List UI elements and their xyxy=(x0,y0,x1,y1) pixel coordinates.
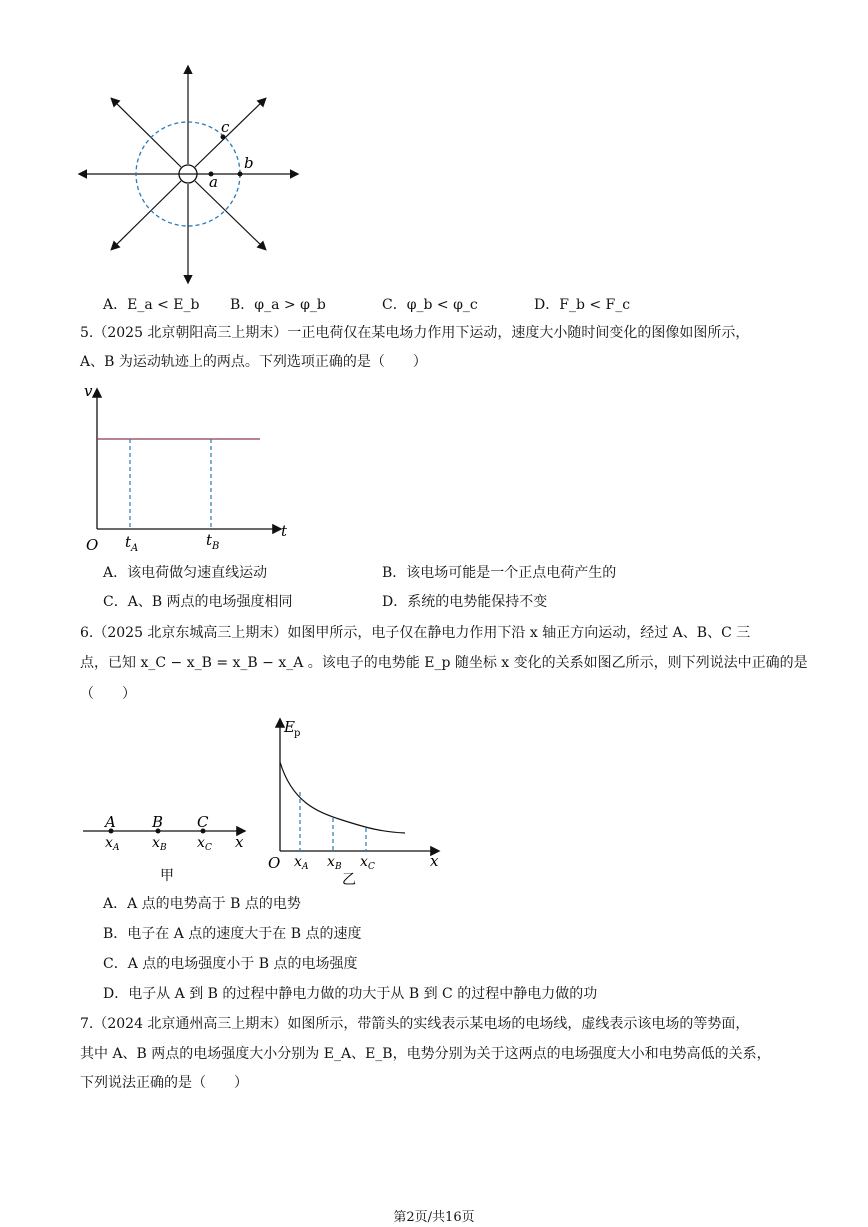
label-c: c xyxy=(221,118,230,136)
yi-xC-sub: C xyxy=(368,862,375,872)
tick-tB-sub: B xyxy=(212,541,220,552)
q6-stem-line2: 点，已知 x_C − x_B = x_B − x_A 。该电子的电势能 E_p 随坐标 x 变化的关系如图乙所示，则下列说法中正确的是 xyxy=(80,655,808,671)
yi-xB: x xyxy=(327,854,335,870)
yi-xA: x xyxy=(294,854,302,870)
q6-stem-line1: 6.（2025 北京东城高三上期末）如图甲所示，电子仅在静电力作用下沿 x 轴正方向运动，经过 A、B、C 三 xyxy=(80,625,751,641)
tick-tB: t xyxy=(206,531,213,549)
yi-Ep-label: E xyxy=(284,718,295,736)
yi-Ep-sub: p xyxy=(294,728,301,739)
label-a: a xyxy=(209,173,218,191)
jia-xC-sub: C xyxy=(205,843,212,853)
jia-caption: 甲 xyxy=(160,868,174,884)
q6-option-b: B．电子在 A 点的速度大于在 B 点的速度 xyxy=(103,926,362,942)
yi-xA-sub: A xyxy=(302,862,309,872)
q6-option-c: C．A 点的电场强度小于 B 点的电场强度 xyxy=(103,956,358,972)
jia-point-B: B xyxy=(152,813,164,831)
q6-figure-yi xyxy=(262,712,452,887)
tick-tA-sub: A xyxy=(131,543,139,554)
graph-t-label: t xyxy=(281,522,288,540)
q6-stem-line3: （ ） xyxy=(80,686,136,702)
q5-stem-line2: A、B 为运动轨迹上的两点。下列选项正确的是（ ） xyxy=(80,354,427,370)
jia-xB: x xyxy=(152,835,160,851)
q5-option-d: D．系统的电势能保持不变 xyxy=(382,594,548,610)
q4-option-c: C．φ_b < φ_c xyxy=(382,297,478,313)
graph-v-label: v xyxy=(84,382,93,400)
q5-stem-line1: 5.（2025 北京朝阳高三上期末）一正电荷仅在某电场力作用下运动，速度大小随时间变化的图像如图所示， xyxy=(80,325,750,341)
page-footer: 第2页/共16页 xyxy=(393,1210,475,1225)
graph-origin: O xyxy=(86,536,99,554)
q5-option-a: A．该电荷做匀速直线运动 xyxy=(103,565,268,581)
q4-option-b: B．φ_a > φ_b xyxy=(230,297,326,313)
yi-axis-x: x xyxy=(430,852,439,870)
yi-xB-sub: B xyxy=(335,862,342,872)
jia-xA: x xyxy=(105,835,113,851)
q6-option-d: D．电子从 A 到 B 的过程中静电力做的功大于从 B 到 C 的过程中静电力做的功 xyxy=(103,986,598,1002)
field-lines-figure xyxy=(75,62,305,287)
q7-stem-line3: 下列说法正确的是（ ） xyxy=(80,1075,248,1091)
q5-velocity-graph xyxy=(78,380,298,555)
q7-stem-line1: 7.（2024 北京通州高三上期末）如图所示，带箭头的实线表示某电场的电场线，虚线表示该电场的等势面， xyxy=(80,1016,750,1032)
q5-option-b: B．该电场可能是一个正点电荷产生的 xyxy=(382,565,617,581)
tick-tA: t xyxy=(125,533,132,551)
jia-point-C: C xyxy=(197,813,209,831)
q6-option-a: A．A 点的电势高于 B 点的电势 xyxy=(103,896,301,912)
q7-stem-line2: 其中 A、B 两点的电场强度大小分别为 E_A、E_B，电势分别为关于这两点的电场强度大小和电势高低的关系， xyxy=(80,1046,771,1062)
q5-option-c: C．A、B 两点的电场强度相同 xyxy=(103,594,293,610)
yi-xC: x xyxy=(360,854,368,870)
q4-option-a: A．E_a < E_b xyxy=(103,297,200,313)
jia-xA-sub: A xyxy=(113,843,120,853)
yi-caption: 乙 xyxy=(342,872,356,887)
jia-xB-sub: B xyxy=(160,843,167,853)
q4-option-d: D．F_b < F_c xyxy=(534,297,631,313)
label-b: b xyxy=(244,154,254,172)
jia-point-A: A xyxy=(105,813,116,831)
yi-origin: O xyxy=(268,854,281,872)
q6-figure-jia xyxy=(78,810,258,885)
jia-axis-x: x xyxy=(235,833,244,851)
jia-xC: x xyxy=(197,835,205,851)
